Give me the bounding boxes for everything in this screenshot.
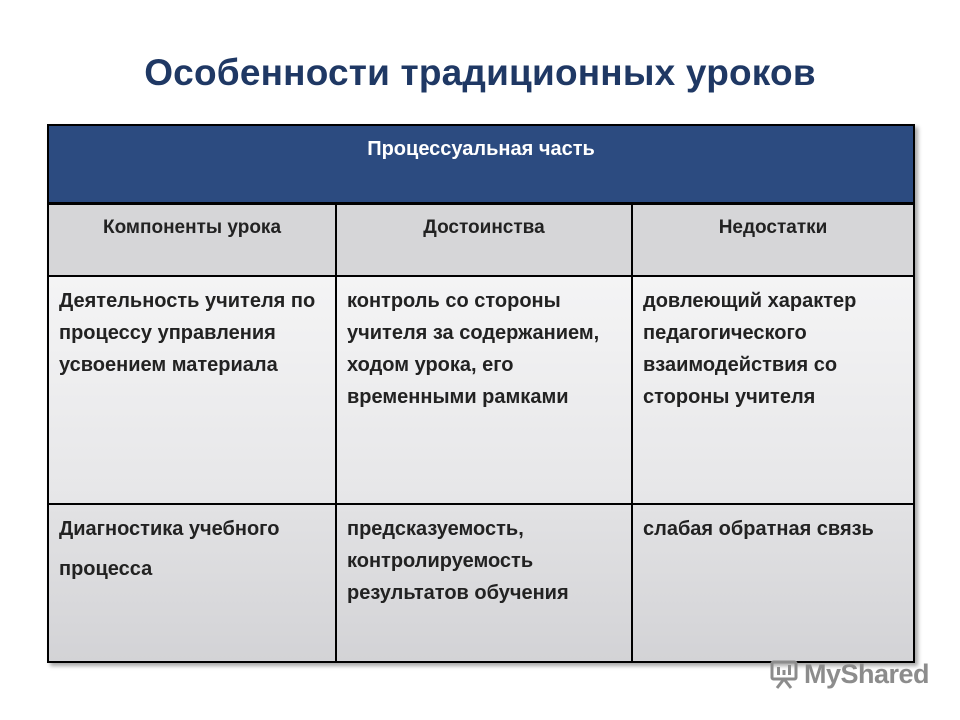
watermark-text: MyShared <box>804 658 930 689</box>
column-header-disadvantages: Недостатки <box>632 204 914 277</box>
table-row <box>48 276 914 504</box>
table-row <box>48 504 914 662</box>
watermark-logo[interactable] <box>768 658 929 690</box>
column-header-row <box>48 204 914 277</box>
section-header: Процессуальная часть <box>48 125 914 204</box>
table-cell-component: Деятельность учителя по процессу управления усвоением материала <box>48 276 336 504</box>
table-cell-component: Диагностика учебного процесса <box>48 504 336 662</box>
presentation-board-icon <box>768 658 800 690</box>
table-cell-disadvantage: слабая обратная связь <box>632 504 914 662</box>
column-header-components: Компоненты урока <box>48 204 336 277</box>
table-cell-disadvantage: довлеющий характер педагогического взаимодействия со стороны учителя <box>632 276 914 504</box>
comparison-table <box>47 124 915 663</box>
slide-title: Особенности традиционных уроков <box>144 52 816 93</box>
table-cell-advantage: контроль со стороны учителя за содержанием, ходом урока, его временными рамками <box>336 276 632 504</box>
section-header-row <box>48 125 914 204</box>
column-header-advantages: Достоинства <box>336 204 632 277</box>
table-cell-advantage: предсказуемость, контролируемость результатов обучения <box>336 504 632 662</box>
